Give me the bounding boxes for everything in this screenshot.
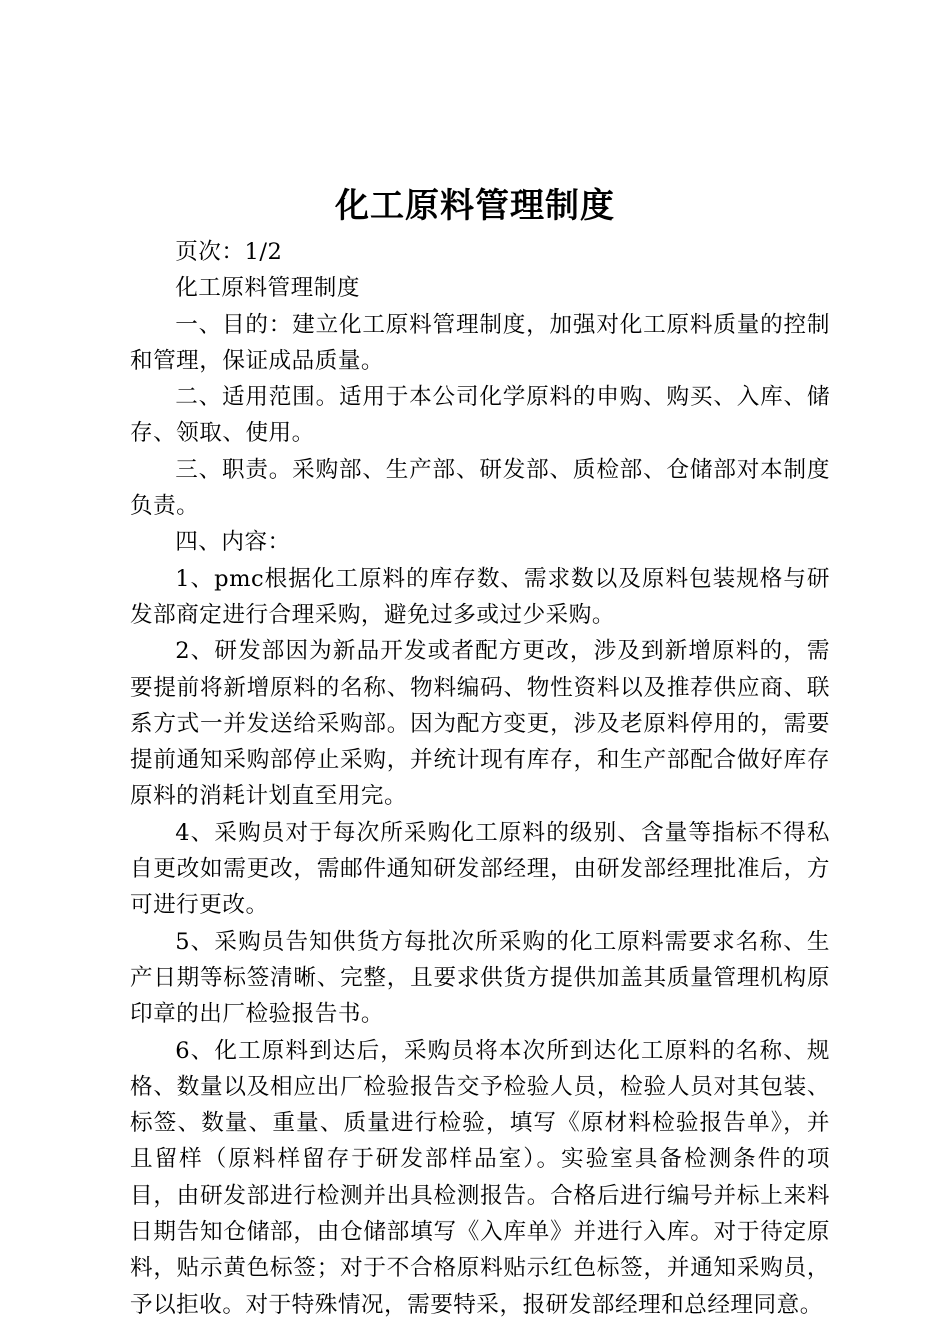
content-item-4: 4、采购员对于每次所采购化工原料的级别、含量等指标不得私自更改如需更改，需邮件通知研发部经理，由研发部经理批准后，方可进行更改。 (130, 819, 830, 919)
subtitle-paragraph: 化工原料管理制度 (175, 275, 360, 302)
document-title: 化工原料管理制度 (335, 186, 615, 226)
content-item-5: 5、采购员告知供货方每批次所采购的化工原料需要求名称、生产日期等标签清晰、完整，且要求供货方提供加盖其质量管理机构原印章的出厂检验报告书。 (130, 928, 830, 1028)
section-responsibility: 三、职责。采购部、生产部、研发部、质检部、仓储部对本制度负责。 (130, 456, 830, 520)
content-item-2: 2、研发部因为新品开发或者配方更改，涉及到新增原料的，需要提前将新增原料的名称、物料编码、物性资料以及推荐供应商、联系方式一并发送给采购部。因为配方变更，涉及老原料停用的，需要提前通知采购部停止采购，并统计现有库存，和生产部配合做好库存原料的消耗计划直至用完。 (130, 638, 830, 810)
page-number-line: 页次：1/2 (175, 239, 283, 265)
content-item-1: 1、pmc根据化工原料的库存数、需求数以及原料包装规格与研发部商定进行合理采购，避免过多或过少采购。 (130, 565, 830, 628)
section-scope: 二、适用范围。适用于本公司化学原料的申购、购买、入库、储存、领取、使用。 (130, 384, 830, 447)
section-purpose: 一、目的：建立化工原料管理制度，加强对化工原料质量的控制和管理，保证成品质量。 (130, 311, 830, 374)
content-item-6: 6、化工原料到达后，采购员将本次所到达化工原料的名称、规格、数量以及相应出厂检验报告交予检验人员，检验人员对其包装、标签、数量、重量、质量进行检验，填写《原材料检验报告单》，并且留样（原料样留存于研发部样品室）。实验室具备检测条件的项目，由研发部进行检测并出具检测报告。合格后进行编号并标上来料日期告知仓储部，由仓储部填写《入库单》并进行入库。对于待定原料，贴示黄色标签；对于不合格原料贴示红色标签，并通知采购员，予以拒收。对于特殊情况，需要特采，报研发部经理和总经理同意。 (130, 1037, 830, 1318)
section-content-heading: 四、内容： (175, 529, 291, 556)
document-body (130, 234, 830, 1323)
